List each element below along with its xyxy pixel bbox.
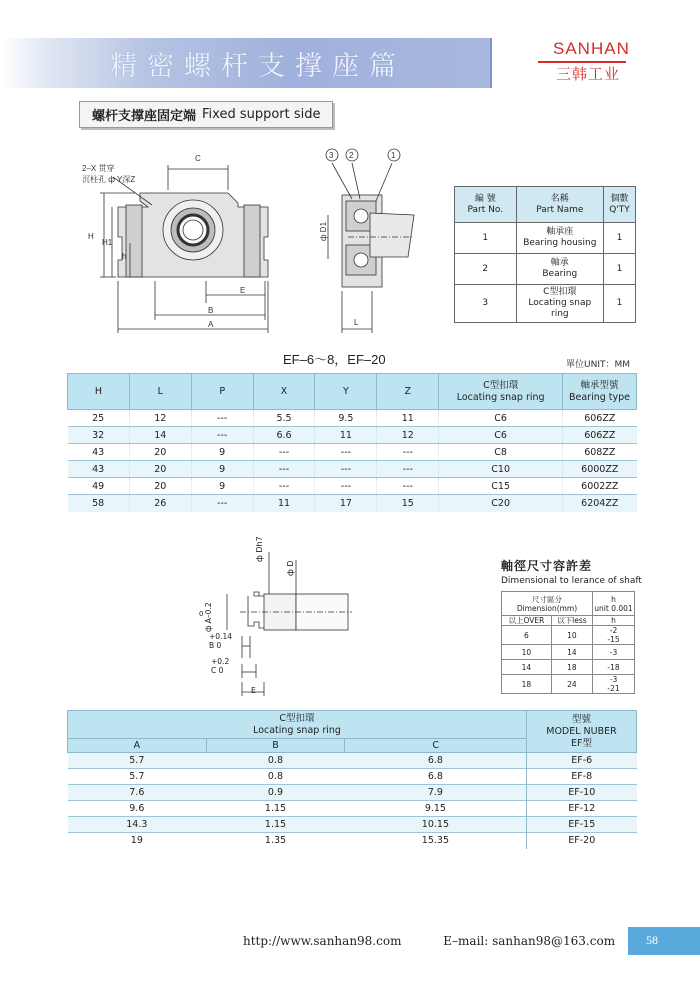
ring-row: [68, 801, 637, 817]
header-bearing-type: 軸承型號 Bearing type: [563, 374, 637, 410]
parts-row: 3 C型扣環 Locating snap ring 1: [455, 285, 636, 323]
footer-website[interactable]: http://www.sanhan98.com: [243, 934, 402, 948]
dimension-cell: 43: [68, 444, 130, 461]
dimension-row: [68, 461, 637, 478]
tolerance-cell: 6: [502, 626, 552, 645]
parts-row: 1 軸承座 Bearing housing 1: [455, 223, 636, 254]
dimension-cell: C6: [439, 427, 563, 444]
dimension-cell: 12: [129, 410, 191, 427]
dimension-cell: ---: [191, 495, 253, 512]
ring-model-cell: EF-12: [527, 801, 637, 817]
dimension-cell: 20: [129, 444, 191, 461]
dimension-cell: 11: [377, 410, 439, 427]
ring-cell: 6.8: [345, 753, 527, 769]
parts-header-row: [455, 187, 636, 223]
dimension-cell: 5.5: [253, 410, 315, 427]
ring-cell: 1.15: [206, 817, 345, 833]
callout-1: 1: [391, 151, 396, 160]
ring-cell: 9.15: [345, 801, 527, 817]
ring-header-row-2: A B C: [68, 739, 637, 753]
dimension-cell: C20: [439, 495, 563, 512]
dimension-cell: 32: [68, 427, 130, 444]
front-view-drawing: [80, 145, 310, 345]
hole-label-2: 沉柱孔 ф Y深Z: [82, 175, 136, 184]
dimension-cell: 9: [191, 461, 253, 478]
tolerance-row: [502, 660, 635, 675]
parts-header-no: 編 號 Part No.: [455, 187, 517, 223]
dimension-cell: 11: [253, 495, 315, 512]
tolerance-cell: 24: [551, 675, 592, 694]
shaft-dim-b-label: B 0: [209, 641, 222, 650]
dimension-cell: ---: [377, 478, 439, 495]
callout-3: 3: [329, 151, 334, 160]
dimension-header-row: H L P X Y Z C型扣環 Locating snap ring 軸承型號 Bearing type: [68, 374, 637, 410]
dimension-cell: ---: [191, 427, 253, 444]
dimension-cell: 9: [191, 478, 253, 495]
dim-h: H: [88, 232, 94, 241]
parts-table: [454, 186, 636, 323]
side-view-drawing: [310, 145, 420, 345]
dimension-cell: 9: [191, 444, 253, 461]
tolerance-table: [501, 591, 635, 694]
dimension-cell: ---: [253, 444, 315, 461]
tolerance-subheader-row: 以上OVER 以下less h: [502, 616, 635, 626]
ring-header-model: 型號 MODEL NUBER EF型: [527, 711, 637, 753]
ring-cell: 7.9: [345, 785, 527, 801]
dimension-row: [68, 478, 637, 495]
tolerance-title-zh: 軸徑尺寸容許差: [501, 559, 593, 573]
ring-cell: 14.3: [68, 817, 207, 833]
dim-h1: H1: [102, 238, 113, 247]
ring-row: [68, 833, 637, 849]
section-title-en: Fixed support side: [202, 107, 321, 122]
ring-cell: 6.8: [345, 769, 527, 785]
ring-cell: 5.7: [68, 753, 207, 769]
hole-label-1: 2–X 贯穿: [82, 164, 115, 173]
ring-cell: 1.15: [206, 801, 345, 817]
ring-model-cell: EF-15: [527, 817, 637, 833]
tolerance-cell: 18: [502, 675, 552, 694]
tolerance-cell: 10: [551, 626, 592, 645]
tolerance-value-cell: -3: [593, 645, 635, 660]
ring-cell: 0.9: [206, 785, 345, 801]
dim-c: C: [195, 154, 201, 163]
ring-row: [68, 785, 637, 801]
dimension-cell: ---: [315, 461, 377, 478]
dimension-cell: 17: [315, 495, 377, 512]
shaft-dim-d-label: ф D: [286, 560, 295, 576]
dimension-cell: C6: [439, 410, 563, 427]
dim-h-small: h: [122, 252, 127, 261]
dimension-cell: ---: [315, 478, 377, 495]
ring-cell: 10.15: [345, 817, 527, 833]
tolerance-cell: 14: [551, 645, 592, 660]
dimension-row: [68, 444, 637, 461]
dimension-cell: 49: [68, 478, 130, 495]
dimension-cell: ---: [253, 478, 315, 495]
dim-d1: ф D1: [319, 221, 328, 241]
ring-model-cell: EF-6: [527, 753, 637, 769]
dim-l: L: [354, 318, 359, 327]
shaft-dim-b-tol: +0.14: [209, 632, 232, 641]
dimension-row: [68, 410, 637, 427]
dimension-cell: 26: [129, 495, 191, 512]
callout-2: 2: [349, 151, 354, 160]
dimension-cell: 25: [68, 410, 130, 427]
dim-b: B: [208, 306, 214, 315]
dimension-cell: 43: [68, 461, 130, 478]
ring-cell: 0.8: [206, 769, 345, 785]
dimension-row: [68, 495, 637, 512]
dimension-cell: ---: [315, 444, 377, 461]
ring-cell: 9.6: [68, 801, 207, 817]
page-number: 58: [628, 927, 700, 955]
shaft-dim-dh7-label: ф Dh7: [255, 536, 264, 562]
brand-name-en: SANHAN: [553, 39, 630, 58]
ring-cell: 15.35: [345, 833, 527, 849]
dimension-table: [67, 373, 637, 512]
ring-model-cell: EF-8: [527, 769, 637, 785]
parts-header-name: 名稱 Part Name: [516, 187, 604, 223]
dimension-cell: 606ZZ: [563, 410, 637, 427]
dimension-cell: 6002ZZ: [563, 478, 637, 495]
tolerance-cell: 18: [551, 660, 592, 675]
ring-cell: 7.6: [68, 785, 207, 801]
dimension-cell: 20: [129, 461, 191, 478]
parts-row: 2 軸承 Bearing 1: [455, 254, 636, 285]
tolerance-row: [502, 645, 635, 660]
dimension-cell: 58: [68, 495, 130, 512]
tolerance-row: [502, 675, 635, 694]
dimension-cell: 20: [129, 478, 191, 495]
footer-contact: [243, 934, 615, 948]
shaft-dim-e-label: E: [251, 686, 256, 695]
dimension-cell: 11: [315, 427, 377, 444]
ring-row: [68, 753, 637, 769]
dimension-cell: 6000ZZ: [563, 461, 637, 478]
page-title: 精密螺杆支撑座篇: [110, 51, 406, 82]
dimension-cell: 606ZZ: [563, 427, 637, 444]
unit-label: 單位UNIT：MM: [566, 360, 631, 370]
ring-cell: 0.8: [206, 753, 345, 769]
tolerance-row: [502, 626, 635, 645]
dimension-cell: ---: [377, 461, 439, 478]
tolerance-value-cell: -3 -21: [593, 675, 635, 694]
dimension-cell: 608ZZ: [563, 444, 637, 461]
ring-header-title: C型扣環 Locating snap ring: [68, 711, 527, 739]
footer-email[interactable]: E–mail: sanhan98@163.com: [443, 934, 616, 948]
shaft-dim-c-tol: +0.2: [211, 657, 230, 666]
shaft-dim-a-zero: 0: [199, 610, 204, 618]
dim-e: E: [240, 286, 246, 295]
dimension-row: [68, 427, 637, 444]
ring-model-cell: EF-10: [527, 785, 637, 801]
shaft-dim-c-label: C 0: [211, 666, 224, 675]
header-snap-ring: C型扣環 Locating snap ring: [439, 374, 563, 410]
shaft-dim-a-label: ф A–0.2: [204, 602, 213, 632]
section-title-zh: 螺杆支撑座固定端: [92, 109, 197, 124]
dimension-cell: 12: [377, 427, 439, 444]
dimension-cell: 6.6: [253, 427, 315, 444]
dimension-cell: 9.5: [315, 410, 377, 427]
tolerance-cell: 14: [502, 660, 552, 675]
shaft-drawing: [196, 546, 356, 701]
ring-cell: 1.35: [206, 833, 345, 849]
dimension-cell: ---: [253, 461, 315, 478]
drawing-caption: EF–6～8，EF–20: [283, 352, 386, 367]
ring-header-row-1: [68, 711, 637, 739]
dimension-cell: C10: [439, 461, 563, 478]
dimension-cell: 15: [377, 495, 439, 512]
ring-row: [68, 769, 637, 785]
tolerance-cell: 10: [502, 645, 552, 660]
dimension-cell: C8: [439, 444, 563, 461]
tolerance-value-cell: -2 -15: [593, 626, 635, 645]
ring-row: [68, 817, 637, 833]
dimension-cell: ---: [191, 410, 253, 427]
dim-a: A: [208, 320, 214, 329]
ring-cell: 5.7: [68, 769, 207, 785]
brand-name-cn: 三韩工业: [556, 65, 621, 83]
ring-model-cell: EF-20: [527, 833, 637, 849]
dimension-cell: C15: [439, 478, 563, 495]
snap-ring-table: [67, 710, 637, 849]
section-title: [79, 101, 333, 128]
tolerance-header-row: 尺寸區分 Dimension(mm) h unit 0.001: [502, 592, 635, 616]
tolerance-value-cell: -18: [593, 660, 635, 675]
dimension-cell: 14: [129, 427, 191, 444]
dimension-cell: ---: [377, 444, 439, 461]
dimension-cell: 6204ZZ: [563, 495, 637, 512]
ring-cell: 19: [68, 833, 207, 849]
parts-header-qty: 個數 Q'TY: [604, 187, 636, 223]
tolerance-title-en: Dimensional to lerance of shaft: [501, 576, 642, 586]
